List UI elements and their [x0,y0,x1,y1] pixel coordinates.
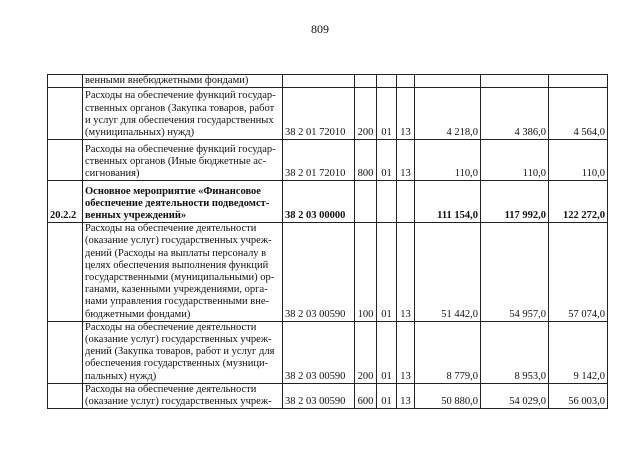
description-line: обеспечение деятельности подведомст- [85,197,270,209]
row-amount-year2: 117 992,0 [481,181,549,223]
description-line: пальных) нужд) [85,370,157,382]
description-line: Основное мероприятие «Финансовое [85,185,261,197]
row-description [83,140,283,181]
row-amount-year3: 57 074,0 [549,223,608,322]
row-code [48,140,83,181]
table-row [48,383,608,408]
row-amount-year2: 8 953,0 [481,321,549,383]
row-amount-year2: 110,0 [481,140,549,181]
row-amount-year1: 8 779,0 [415,321,481,383]
row-expense-type [355,181,377,223]
row-amount-year1: 51 442,0 [415,223,481,322]
table-row [48,75,608,88]
row-section: 01 [377,140,397,181]
row-subsection: 13 [397,88,415,140]
row-subsection: 13 [397,140,415,181]
row-expense-type: 800 [355,140,377,181]
description-line: нами управления государственными вне- [85,296,270,308]
row-section: 01 [377,383,397,408]
row-target-code: 38 2 03 00590 [283,321,355,383]
description-line: Расходы на обеспечение функций государ- [85,90,276,102]
description-line: венными внебюджетными фондами) [85,75,249,86]
row-amount-year3: 56 003,0 [549,383,608,408]
row-section: 01 [377,223,397,322]
description-line: (оказание услуг) государственных учреж- [85,235,272,247]
row-target-code: 38 2 03 00000 [283,181,355,223]
row-code: 20.2.2 [48,181,83,223]
row-expense-type: 200 [355,321,377,383]
row-amount-year2 [481,75,549,88]
description-line: бюджетными фондами) [85,308,191,320]
row-amount-year1 [415,75,481,88]
description-line: Расходы на обеспечение деятельности [85,321,257,333]
description-line: сигнования) [85,168,140,179]
row-amount-year3 [549,75,608,88]
row-subsection: 13 [397,383,415,408]
description-line: (оказание услуг) государственных учреж- [85,334,272,346]
row-section [377,75,397,88]
row-amount-year1: 111 154,0 [415,181,481,223]
row-amount-year3: 110,0 [549,140,608,181]
row-amount-year1: 110,0 [415,140,481,181]
description-line: Расходы на обеспечение деятельности [85,383,257,395]
description-line: и услуг для обеспечения государственных [85,114,274,126]
table-row [48,181,608,223]
row-subsection: 13 [397,321,415,383]
row-code [48,223,83,322]
row-description [83,321,283,383]
row-section: 01 [377,88,397,140]
page-number: 809 [311,22,329,36]
row-description [83,383,283,408]
row-code [48,75,83,88]
row-amount-year1: 50 880,0 [415,383,481,408]
row-amount-year3: 4 564,0 [549,88,608,140]
description-line: дений (Расходы на выплаты персоналу в [85,247,267,259]
description-line: Расходы на обеспечение функций государ- [85,143,276,155]
row-subsection [397,181,415,223]
description-line: (муниципальных) нужд) [85,127,195,138]
row-amount-year3: 122 272,0 [549,181,608,223]
row-expense-type: 600 [355,383,377,408]
description-line: дений (Закупка товаров, работ и услуг для [85,346,275,358]
description-line: венных учреждений» [85,210,187,221]
row-description [83,223,283,322]
row-expense-type [355,75,377,88]
description-line: ганами, казенными учреждениями, орга- [85,284,268,296]
budget-table [47,74,608,409]
row-target-code: 38 2 03 00590 [283,223,355,322]
row-subsection: 13 [397,223,415,322]
row-expense-type: 100 [355,223,377,322]
row-target-code: 38 2 01 72010 [283,88,355,140]
table-row [48,223,608,322]
description-line: целях обеспечения выполнения функций [85,259,269,271]
description-line: ственных органов (Иные бюджетные ас- [85,155,267,167]
table-row [48,140,608,181]
table-row [48,321,608,383]
row-section [377,181,397,223]
row-description [83,75,283,88]
description-line: Расходы на обеспечение деятельности [85,223,257,235]
row-code [48,321,83,383]
description-line: (оказание услуг) государственных учреж- [85,396,272,408]
row-amount-year2: 4 386,0 [481,88,549,140]
description-line: государственными (муниципальными) ор- [85,272,275,284]
row-section: 01 [377,321,397,383]
row-amount-year1: 4 218,0 [415,88,481,140]
row-code [48,88,83,140]
row-subsection [397,75,415,88]
row-target-code: 38 2 03 00590 [283,383,355,408]
row-amount-year2: 54 957,0 [481,223,549,322]
description-line: обеспечения государственных (музници- [85,358,269,370]
row-amount-year2: 54 029,0 [481,383,549,408]
row-amount-year3: 9 142,0 [549,321,608,383]
row-expense-type: 200 [355,88,377,140]
row-description [83,88,283,140]
description-line: ственных органов (Закупка товаров, работ [85,102,275,114]
row-code [48,383,83,408]
row-description [83,181,283,223]
table-row [48,88,608,140]
row-target-code [283,75,355,88]
row-target-code: 38 2 01 72010 [283,140,355,181]
